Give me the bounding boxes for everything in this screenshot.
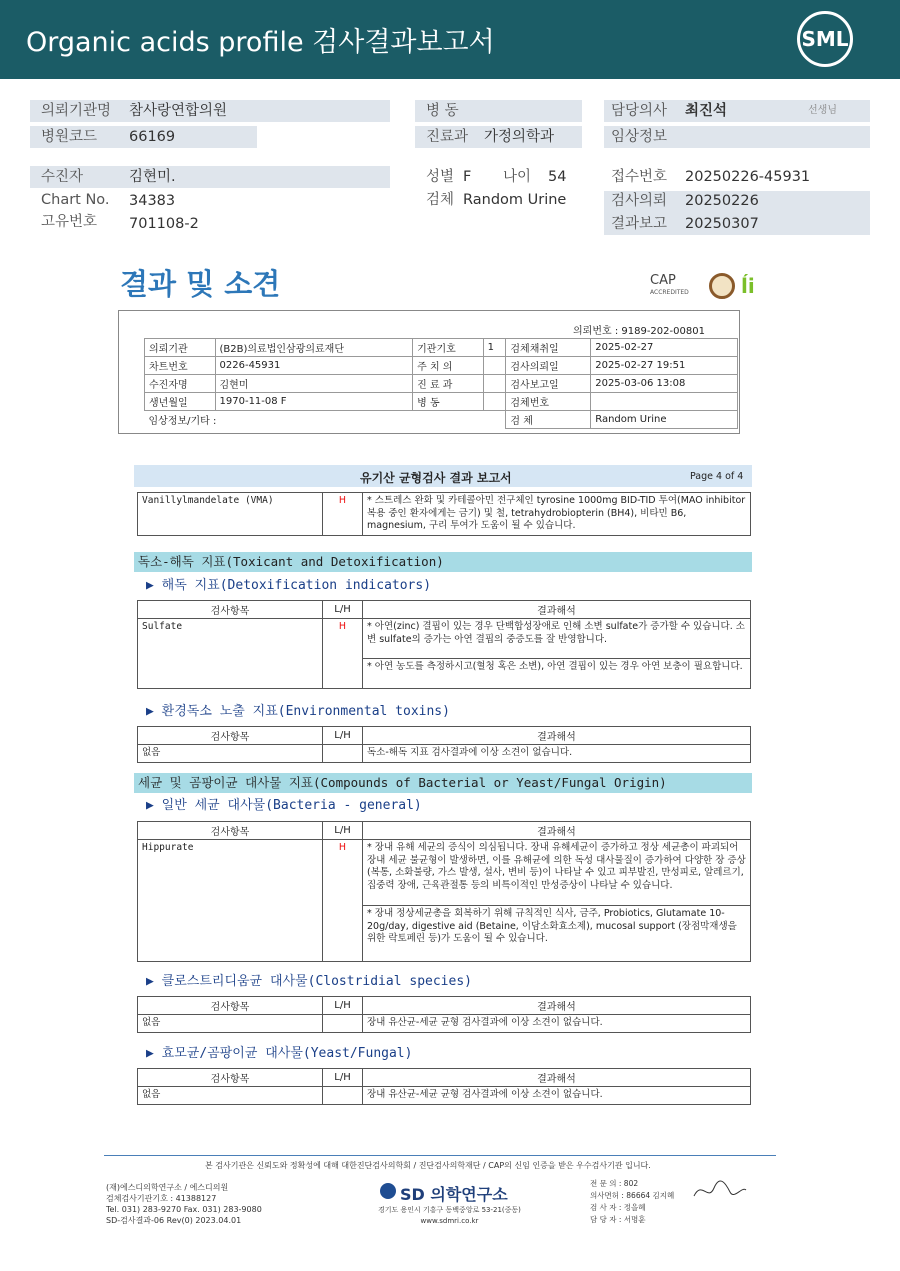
- table-row: [138, 1015, 751, 1033]
- cell: [591, 393, 738, 411]
- col-header: 결과해석: [363, 601, 751, 619]
- footer-note: 본 검사기관은 신뢰도와 정확성에 대해 대한진단검사의학회 / 진단검사의학재단 / CAP의 신임 인증을 받은 우수검사기관 입니다.: [205, 1161, 651, 1170]
- clostridial-table: [137, 996, 751, 1033]
- cell: 수진자명: [145, 375, 216, 393]
- table-row: [145, 393, 738, 411]
- cell: 장내 유산균-세균 균형 검사결과에 이상 소견이 없습니다.: [363, 1015, 751, 1033]
- page-indicator: Page 4 of 4: [690, 471, 744, 482]
- footer-line: 담 당 자 : 서명훈: [590, 1215, 646, 1224]
- age-label: 나이: [503, 169, 532, 185]
- cell: * 장내 유해 세균의 증식이 의심됩니다. 장내 유해세균이 증가하고 정상 세균총이 파괴되어 장내 세균 불균형이 발생하면, 이를 유해균에 의한 독성 대사물질이 증가하여 다양한 장 증상(복통, 소화불량, 가스 발생, 설사, 변비 등)이 나타날 수 있고 피부발진, 만성피로, 알레르기, 집중력 장애, 근육관절통 등의 비특이적인 만성증상이 나타날 수 있습니다.: [363, 840, 751, 906]
- req-date-value: 20250226: [685, 193, 759, 209]
- chart-label: Chart No.: [41, 192, 110, 208]
- req-date-label: 검사의뢰: [611, 193, 668, 209]
- footer-left: [106, 1182, 262, 1226]
- cell: 검 체: [506, 411, 591, 429]
- chart-value: 34383: [129, 193, 176, 209]
- cell: * 스트레스 완화 및 카테콜아민 전구체인 tyrosine 1000mg BID-TID 투여(MAO inhibitor 복용 중인 환자에게는 금기) 및 철, tetrahydrobiopterin (BH4), 비타민 B6, magnesium, 구리 투여가 도움이 될 수 있습니다.: [363, 493, 751, 536]
- footer-line: www.sdmri.co.kr: [420, 1217, 479, 1225]
- yeast-table: [137, 1068, 751, 1105]
- report-title: 결과 및 소견: [120, 267, 281, 301]
- cell: 검체채취일: [506, 339, 591, 357]
- cell: H: [323, 493, 363, 536]
- req-inst-value: 참사랑연합의원: [129, 103, 228, 119]
- table-row: [138, 1069, 751, 1087]
- cell: 검사보고일: [506, 375, 591, 393]
- col-header: L/H: [323, 1069, 363, 1087]
- sub-detox: ▶ 해독 지표(Detoxification indicators): [146, 578, 432, 593]
- sub-bacteria: ▶ 일반 세균 대사물(Bacteria - general): [146, 798, 422, 813]
- footer-line: 검체검사기관기호 : 41388127: [106, 1194, 217, 1203]
- specimen-value: Random Urine: [463, 192, 567, 208]
- col-header: L/H: [323, 822, 363, 840]
- cap-accredited: ACCREDITED: [650, 289, 689, 296]
- col-header: 검사항목: [138, 822, 323, 840]
- rep-date-value: 20250307: [685, 216, 759, 232]
- cell: 0226-45931: [215, 357, 413, 375]
- table-row: [145, 411, 738, 429]
- cell: * 장내 정상세균총을 회복하기 위해 규칙적인 식사, 금주, Probiotics, Glutamate 10-20g/day, digestive aid (Betaine, 이담소화효소제), mucosal support (장점막재생을 위한 락토페린 등)가 도움이 될 수 있습니다.: [363, 906, 751, 962]
- age-value: 54: [548, 169, 567, 185]
- vma-table: [137, 492, 751, 536]
- col-header: 검사항목: [138, 727, 323, 745]
- doctor-suffix: 선생님: [808, 105, 837, 116]
- cell: 생년월일: [145, 393, 216, 411]
- sulfate-table: [137, 600, 751, 689]
- cell: 1970-11-08 F: [215, 393, 413, 411]
- signature-image: [690, 1176, 750, 1204]
- cell: 없음: [138, 745, 323, 763]
- table-row: [145, 357, 738, 375]
- cell: 독소-해독 지표 검사결과에 이상 소견이 없습니다.: [363, 745, 751, 763]
- footer-right: [590, 1178, 674, 1226]
- footer-line: Tel. 031) 283-9270 Fax. 031) 283-9080: [106, 1205, 262, 1214]
- cell: 임상정보/기타 :: [145, 411, 506, 429]
- patient-value: 김현미.: [129, 169, 176, 185]
- uid-label: 고유번호: [41, 214, 98, 230]
- cell: 없음: [138, 1015, 323, 1033]
- table-row: [138, 745, 751, 763]
- dept-label: 진료과: [426, 129, 469, 145]
- doctor-value: 최진석: [685, 103, 728, 119]
- cell: (B2B)의료법인삼광의료재단: [215, 339, 413, 357]
- cell: 없음: [138, 1087, 323, 1105]
- cell: H: [323, 619, 363, 689]
- report-doc-title: 유기산 균형검사 결과 보고서: [360, 471, 512, 485]
- ward-label: 병 동: [426, 103, 459, 119]
- table-row: [138, 1087, 751, 1105]
- sd-logo-icon: [380, 1183, 396, 1199]
- cert-logo-icon: ĺi: [741, 274, 755, 298]
- col-header: 검사항목: [138, 601, 323, 619]
- cell: 병 동: [413, 393, 484, 411]
- col-header: L/H: [323, 727, 363, 745]
- dept-value: 가정의학과: [484, 129, 555, 145]
- cap-badge: [650, 273, 689, 298]
- env-table: [137, 726, 751, 763]
- cell: 2025-02-27: [591, 339, 738, 357]
- hosp-code-label: 병원코드: [41, 129, 98, 145]
- cell: 검체번호: [506, 393, 591, 411]
- cell: [323, 1087, 363, 1105]
- cell: 2025-03-06 13:08: [591, 375, 738, 393]
- col-header: 검사항목: [138, 1069, 323, 1087]
- patient-bar: [30, 166, 390, 188]
- cell: 기관기호: [413, 339, 484, 357]
- section-toxicant: 독소-해독 지표(Toxicant and Detoxification): [134, 552, 752, 572]
- cell: 장내 유산균-세균 균형 검사결과에 이상 소견이 없습니다.: [363, 1087, 751, 1105]
- col-header: L/H: [323, 997, 363, 1015]
- cell: [483, 393, 506, 411]
- cell: [483, 375, 506, 393]
- hosp-code-value: 66169: [129, 129, 176, 145]
- footer-brand: SD 의학연구소: [400, 1185, 508, 1204]
- cell: Hippurate: [138, 840, 323, 962]
- request-number: 의뢰번호 : 9189-202-00801: [573, 326, 705, 337]
- sml-logo: SML: [797, 11, 853, 67]
- section-bacterial: 세균 및 곰팡이균 대사물 지표(Compounds of Bacterial or Yeast/Fungal Origin): [134, 773, 752, 793]
- cell: Sulfate: [138, 619, 323, 689]
- sub-env: ▶ 환경독소 노출 지표(Environmental toxins): [146, 704, 450, 719]
- sub-clostridial: ▶ 클로스트리디움균 대사물(Clostridial species): [146, 974, 472, 989]
- recv-label: 접수번호: [611, 169, 668, 185]
- cell: 주 치 의: [413, 357, 484, 375]
- recv-value: 20250226-45931: [685, 169, 811, 185]
- cell: [323, 745, 363, 763]
- table-row: [145, 375, 738, 393]
- sex-label: 성별: [426, 169, 455, 185]
- col-header: L/H: [323, 601, 363, 619]
- cell: Vanillylmandelate (VMA): [138, 493, 323, 536]
- cell: 진 료 과: [413, 375, 484, 393]
- cell: 차트번호: [145, 357, 216, 375]
- table-row: [138, 619, 751, 659]
- doctor-label: 담당의사: [611, 103, 668, 119]
- specimen-label: 검체: [426, 192, 455, 208]
- cell: * 아연(zinc) 결핍이 있는 경우 단백합성장애로 인해 소변 sulfate가 증가할 수 있습니다. 소변 sulfate의 증가는 아연 결핍의 중증도를 잘 반영합니다.: [363, 619, 751, 659]
- cell: 김현미: [215, 375, 413, 393]
- footer-line: 전 문 의 : 802: [590, 1179, 639, 1188]
- table-row: [138, 601, 751, 619]
- cell: 1: [483, 339, 506, 357]
- footer-line: SD-검사결과-06 Rev(0) 2023.04.01: [106, 1216, 242, 1225]
- footer-line: 경기도 용인시 기흥구 동백중앙로 53-21(중동): [378, 1206, 521, 1214]
- uid-value: 701108-2: [129, 216, 199, 232]
- req-inst-label: 의뢰기관명: [41, 103, 112, 119]
- seal-icon: [709, 273, 735, 299]
- rep-date-label: 결과보고: [611, 216, 668, 232]
- col-header: 검사항목: [138, 997, 323, 1015]
- cell: H: [323, 840, 363, 962]
- cell: Random Urine: [591, 411, 738, 429]
- footer-line: 의사면허 : 86664 김지혜: [590, 1191, 675, 1200]
- cell: [483, 357, 506, 375]
- footer-address: [378, 1205, 521, 1227]
- col-header: 결과해석: [363, 822, 751, 840]
- sex-value: F: [463, 169, 472, 185]
- col-header: 결과해석: [363, 727, 751, 745]
- footer-divider: [104, 1155, 776, 1156]
- cell: 2025-02-27 19:51: [591, 357, 738, 375]
- cell: * 아연 농도를 측정하시고(혈청 혹은 소변), 아연 결핍이 있는 경우 아연 보충이 필요합니다.: [363, 659, 751, 689]
- cell: 의뢰기관: [145, 339, 216, 357]
- table-row: [138, 822, 751, 840]
- footer-line: (재)에스디의학연구소 / 에스디의원: [106, 1183, 229, 1192]
- cap-text: CAP: [650, 273, 676, 288]
- table-row: [138, 493, 751, 536]
- patient-label: 수진자: [41, 169, 84, 185]
- hippurate-table: [137, 821, 751, 962]
- table-row: [145, 339, 738, 357]
- report-info-table: [144, 338, 738, 429]
- table-row: [138, 840, 751, 906]
- col-header: 결과해석: [363, 997, 751, 1015]
- clinical-label: 임상정보: [611, 129, 668, 145]
- footer-line: 검 사 자 : 정을혜: [590, 1203, 646, 1212]
- col-header: 결과해석: [363, 1069, 751, 1087]
- table-row: [138, 727, 751, 745]
- table-row: [138, 997, 751, 1015]
- page-title: Organic acids profile 검사결과보고서: [26, 27, 495, 58]
- cell: [323, 1015, 363, 1033]
- cell: 검사의뢰일: [506, 357, 591, 375]
- sub-yeast: ▶ 효모균/곰팡이균 대사물(Yeast/Fungal): [146, 1046, 413, 1061]
